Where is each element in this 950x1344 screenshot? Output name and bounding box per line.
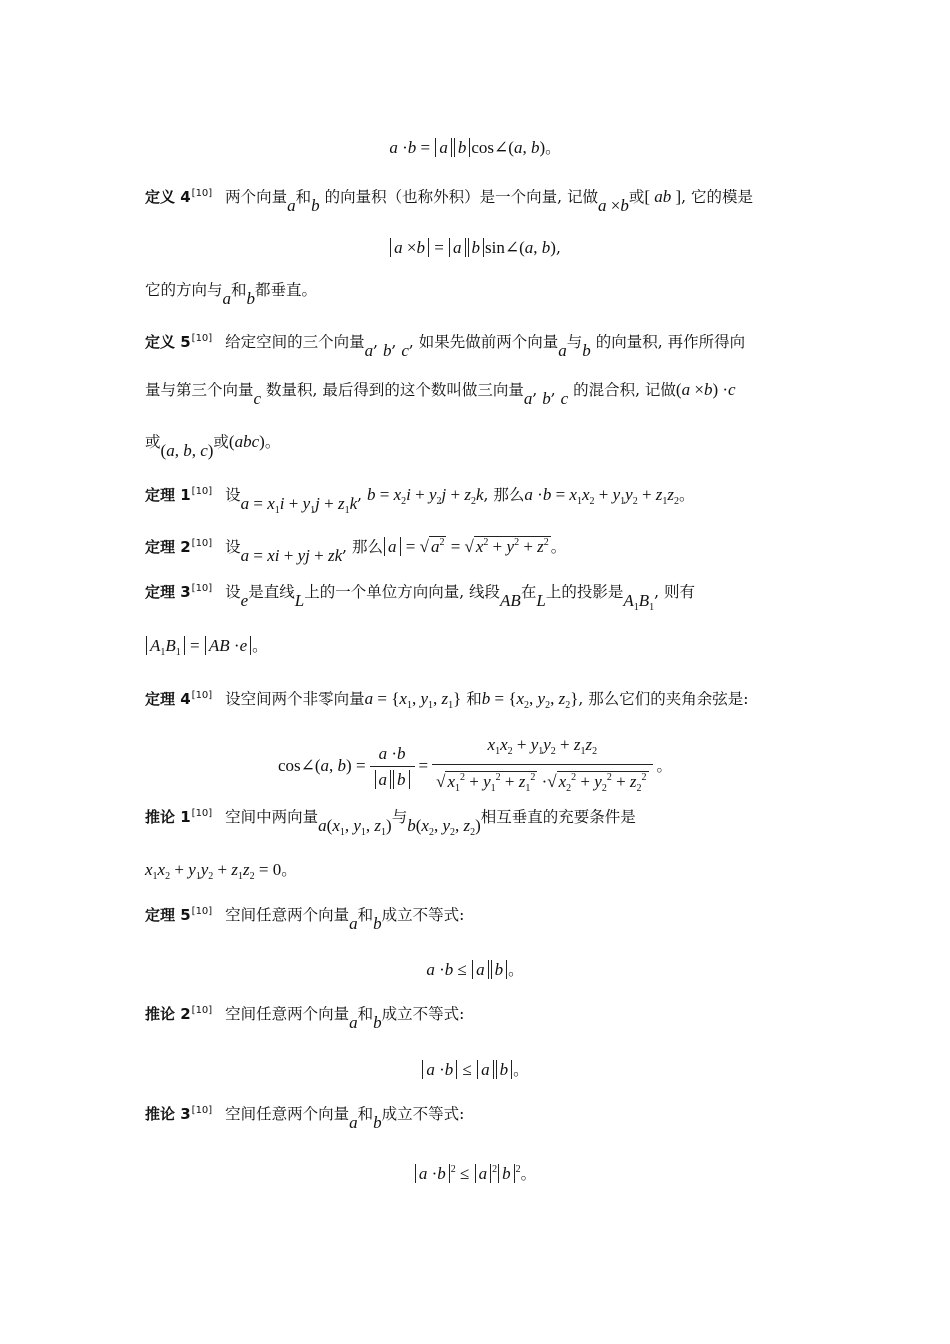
theorem-4: 定理 4[10] 设空间两个非零向量$a = \{x_1$, $y_1$, $z_1$} 和$b = \{x_2$, $y_2$, $z_2$}, 那么它们的夹角余弦是: xyxy=(145,689,749,711)
corollary-1-equation: $x_1x_2 + y_1y_2 + z_1z_2 = 0$。 xyxy=(145,860,297,882)
equation-cross-product: a ×b = a b sin∠(a, b), xyxy=(0,236,950,260)
theorem-3: 定理 3[10] 设e是直线L上的一个单位方向向量, 线段AB在L上的投影是$A_1B_1$, 则有 xyxy=(145,583,695,613)
theorem-2: 定理 2[10] 设a = xi + yj + zk, 那么 a = √ $a^2$ = √ $x^2 + y^2 + z^2$ 。 xyxy=(145,537,567,565)
definition-5-line-3: 或(a, b, c)或(abc)。 xyxy=(145,432,281,460)
corollary-1: 推论 1[10] 空间中两向量$a(x_1$, $y_1$, $z_1$)与$b(x_2$, $y_2$, $z_2$)相互垂直的充要条件是 xyxy=(145,808,636,838)
corollary-2: 推论 2[10] 空间任意两个向量a和b成立不等式: xyxy=(145,1005,465,1032)
equation-cosine: cos∠(a, b) = $\frac{a \cdot b}{\text{a b}}$ = $\frac{x_1x_2 + y_1y_2 + z_1z_2}{√ x_1^2 + y_1^2 + z_1^2 \cdot√ x_2^2 + y_2^2 + z_2^2}$ 。 xyxy=(277,735,673,794)
corollary-2-equation: a ·b ≤ a b 。 xyxy=(0,1058,950,1082)
theorem-3-equation: $A_1B_1$ = AB ·e 。 xyxy=(145,634,810,665)
corollary-3: 推论 3[10] 空间任意两个向量a和b成立不等式: xyxy=(145,1105,465,1132)
corollary-3-equation: a ·b $^2$ ≤ a $^2$ b $^2$。 xyxy=(0,1158,950,1186)
definition-5-line-2: 量与第三个向量c 数量积, 最后得到的这个数叫做三向量a, b, c 的混合积, 记做(a ×b) ·c xyxy=(145,380,736,408)
definition-4: 定义 4[10] 两个向量a和b 的向量积（也称外积）是一个向量, 记做a ×b或[ ab ], 它的模是 xyxy=(145,187,754,215)
theorem-5: 定理 5[10] 空间任意两个向量a和b成立不等式: xyxy=(145,906,465,933)
theorem-5-equation: a ·b ≤ a b 。 xyxy=(426,960,524,979)
theorem-1: 定理 1[10] 设$a = x_1i + y_1j + z_1k$, $b = x_2i + y_2j + z_2k$, 那么$a \cdot b = x_1x_2 + y_1y_2 + z_1z_2$。 xyxy=(145,485,695,516)
definition-4-label: 定义 4[10] xyxy=(145,188,213,206)
definition-4-continued: 它的方向与a和b都垂直。 xyxy=(145,281,318,308)
equation-dot-product: a ·b = a b cos∠(a, b)。 xyxy=(389,138,561,157)
definition-5: 定义 5[10] 给定空间的三个向量a, b, c, 如果先做前两个向量a与b 的向量积, 再作所得向 xyxy=(145,333,746,360)
